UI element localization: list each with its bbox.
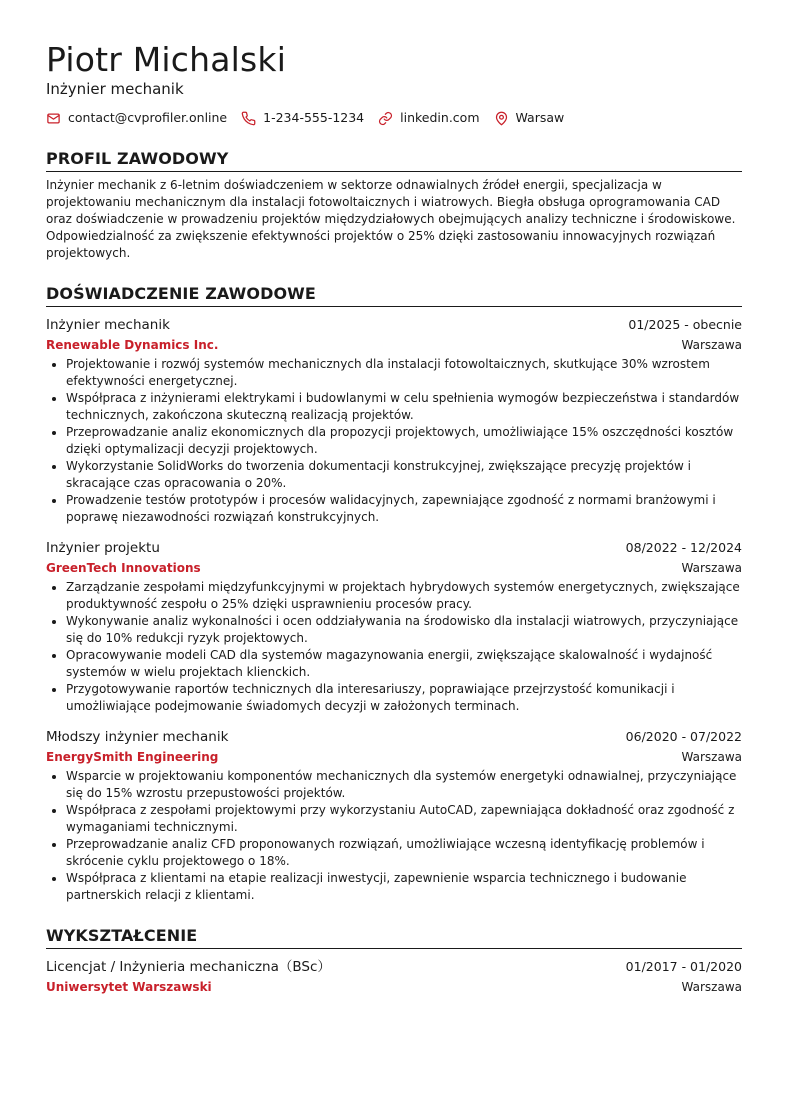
education-heading: WYKSZTAŁCENIE (46, 926, 742, 949)
contact-location (494, 109, 565, 127)
job-company: EnergySmith Engineering (46, 750, 219, 764)
job-location: Warszawa (681, 561, 742, 575)
bullet-item: • Wsparcie w projektowaniu komponentów mechanicznych dla systemów energetyki odnawialnej, przyczyniające się do 15% wzrostu przepustowości projektów. (66, 768, 742, 802)
experience-section (46, 284, 742, 904)
candidate-title: Inżynier mechanik (46, 80, 184, 98)
bullet-item: • Współpraca z zespołami projektowymi przy wykorzystaniu AutoCAD, zapewniająca dokładność oraz zgodność z wymaganiami technicznymi. (66, 802, 742, 836)
job-entry (46, 538, 742, 715)
bullet-item: • Przeprowadzanie analiz ekonomicznych dla propozycji projektowych, umożliwiające 15% oszczędności kosztów dzięki optymalizacji decyzji projektowych. (66, 424, 742, 458)
bullet-item: • Prowadzenie testów prototypów i procesów walidacyjnych, zapewniające zgodność z normami branżowymi i poprawę niezawodności rozwiązań konstrukcyjnych. (66, 492, 742, 526)
bullet-item: • Opracowywanie modeli CAD dla systemów magazynowania energii, zwiększające skalowalność i wydajność systemów w wielu projektach klienckich. (66, 647, 742, 681)
job-date: 01/2025 - obecnie (628, 317, 742, 332)
bullet-item: • Wykonywanie analiz wykonalności i ocen oddziaływania na środowisko dla instalacji wiatrowych, przyczyniające się do 10% redukcji ryzyk projektowych. (66, 613, 742, 647)
job-role: Młodszy inżynier mechanik (46, 729, 229, 745)
job-date: 08/2022 - 12/2024 (625, 540, 742, 555)
bullet-item: • Współpraca z inżynierami elektrykami i budowlanymi w celu spełnienia wymogów bezpieczeństwa i standardów technicznych, zakończona skuteczną realizacją projektów. (66, 390, 742, 424)
job-entry (46, 727, 742, 904)
link-icon (378, 111, 393, 126)
bullet-item: • Współpraca z klientami na etapie realizacji inwestycji, zapewnienie wsparcia technicznego i budowanie partnerskich relacji z klientami. (66, 870, 742, 904)
bullet-item: • Wykorzystanie SolidWorks do tworzenia dokumentacji konstrukcyjnej, zwiększające precyzję projektów i skracające czas opracowania o 20%. (66, 458, 742, 492)
contact-email-text: contact@cvprofiler.online (68, 110, 228, 125)
education-date: 01/2017 - 01/2020 (625, 959, 742, 974)
contact-row (46, 109, 742, 127)
profile-section (46, 149, 742, 262)
bullet-item: • Przeprowadzanie analiz CFD proponowanych rozwiązań, umożliwiające wczesną identyfikację problemów i skrócenie cyklu projektowego o 18%. (66, 836, 742, 870)
contact-phone[interactable] (241, 109, 364, 127)
phone-icon (241, 111, 256, 126)
job-role: Inżynier projektu (46, 540, 160, 556)
profile-heading: PROFIL ZAWODOWY (46, 149, 742, 172)
bullet-item: • Przygotowywanie raportów technicznych dla interesariuszy, poprawiające przejrzystość komunikacji i umożliwiające podejmowanie świadomych decyzji w założonych terminach. (66, 681, 742, 715)
job-location: Warszawa (681, 338, 742, 352)
job-date: 06/2020 - 07/2022 (625, 729, 742, 744)
education-location: Warszawa (681, 980, 742, 994)
job-company: GreenTech Innovations (46, 561, 201, 575)
job-company: Renewable Dynamics Inc. (46, 338, 219, 352)
job-entry (46, 315, 742, 526)
contact-linkedin-text: linkedin.com (400, 110, 480, 125)
candidate-name: Piotr Michalski (46, 40, 287, 79)
contact-location-text: Warsaw (515, 110, 565, 125)
mail-icon (46, 111, 61, 126)
job-bullets (46, 579, 742, 715)
bullet-item: • Projektowanie i rozwój systemów mechanicznych dla instalacji fotowoltaicznych, skutkujące 30% wzrostem efektywności energetycznej. (66, 356, 742, 390)
job-bullets (46, 356, 742, 526)
location-pin-icon (494, 111, 509, 126)
contact-email[interactable] (46, 109, 227, 127)
contact-linkedin[interactable] (378, 109, 479, 127)
experience-heading: DOŚWIADCZENIE ZAWODOWE (46, 284, 742, 307)
education-degree: Licencjat / Inżynieria mechaniczna（BSc） (46, 959, 331, 975)
education-section (46, 926, 742, 996)
profile-summary: Inżynier mechanik z 6-letnim doświadczeniem w sektorze odnawialnych źródeł energii, specjalizacja w projektowaniu mechanicznym dla instalacji fotowoltaicznych i wiatrowych. Biegła obsługa oprogramowania CAD oraz doświadczenie w prowadzeniu projektów międzydziałowych obejmujących analizy techniczne i środowiskowe. Odpowiedzialność za zwiększenie efektywności projektów o 25% dzięki zastosowaniu innowacyjnych rozwiązań projektowych. (46, 178, 736, 260)
job-location: Warszawa (681, 750, 742, 764)
job-role: Inżynier mechanik (46, 317, 170, 333)
job-bullets (46, 768, 742, 904)
education-school: Uniwersytet Warszawski (46, 980, 212, 994)
contact-phone-text: 1-234-555-1234 (263, 110, 365, 125)
education-entry (46, 957, 742, 996)
bullet-item: • Zarządzanie zespołami międzyfunkcyjnymi w projektach hybrydowych systemów energetycznych, zwiększające produktywność zespołu o 25% dzięki usprawnieniu procesów pracy. (66, 579, 742, 613)
resume-header (46, 40, 742, 127)
